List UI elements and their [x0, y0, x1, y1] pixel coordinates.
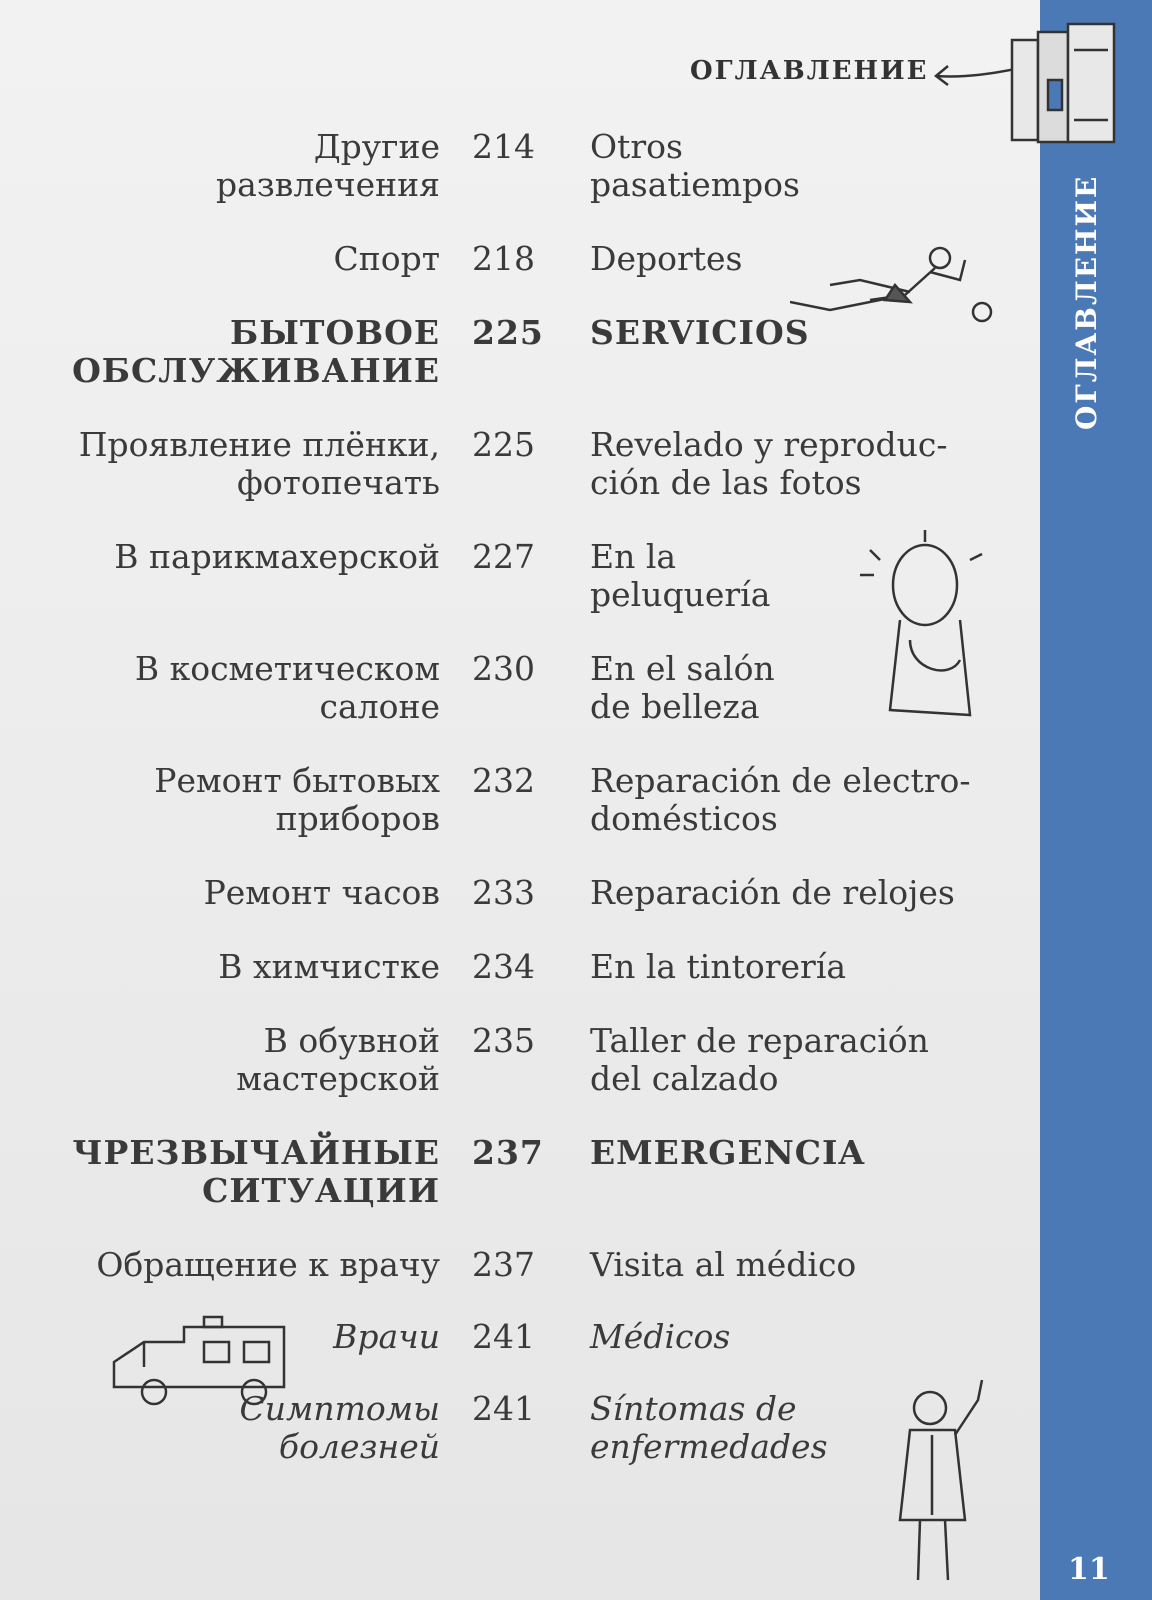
toc-entry-spanish-title: Síntomas de enfermedades	[590, 1389, 828, 1466]
toc-entry-page-number: 218	[472, 239, 535, 278]
toc-entry-page-number: 237	[472, 1245, 535, 1284]
toc-entry-spanish-title: SERVICIOS	[590, 313, 810, 352]
toc-entry-page-number: 230	[472, 649, 535, 688]
toc-entry-page-number: 225	[472, 425, 535, 464]
side-tab-label: ОГЛАВЛЕНИЕ	[1070, 174, 1103, 430]
toc-entry-page-number: 214	[472, 127, 535, 166]
toc-entry-russian-title: В косметическом салоне	[134, 649, 440, 726]
toc-entry-page-number: 237	[472, 1133, 544, 1172]
toc-entry-russian-title: БЫТОВОЕ ОБСЛУЖИВАНИЕ	[72, 313, 440, 390]
toc-entry-spanish-title: Taller de reparación del calzado	[590, 1021, 929, 1098]
toc-entry-spanish-title: En el salón de belleza	[590, 649, 775, 726]
toc-entry-spanish-title: Revelado y reproduc- ción de las fotos	[590, 425, 948, 502]
toc-entry-page-number: 232	[472, 761, 535, 800]
page-title: ОГЛАВЛЕНИЕ	[690, 56, 929, 86]
toc-entry-spanish-title: EMERGENCIA	[590, 1133, 866, 1172]
toc-entry-page-number: 234	[472, 947, 535, 986]
toc-entry-russian-title: ЧРЕЗВЫЧАЙНЫЕ СИТУАЦИИ	[72, 1133, 440, 1210]
books-icon	[1008, 10, 1128, 150]
toc-entry-page-number: 235	[472, 1021, 535, 1060]
toc-entry-russian-title: Проявление плёнки, фотопечать	[78, 425, 440, 502]
toc-entry-page-number: 241	[472, 1317, 535, 1356]
toc-entry-russian-title: Ремонт бытовых приборов	[154, 761, 440, 838]
toc-entry-russian-title: Спорт	[333, 239, 440, 278]
toc-entry-spanish-title: Visita al médico	[590, 1245, 857, 1284]
toc-entry-russian-title: В обувной мастерской	[236, 1021, 440, 1098]
toc-entry-page-number: 241	[472, 1389, 535, 1428]
toc-entry-spanish-title: En la tintorería	[590, 947, 847, 986]
toc-entry-page-number: 227	[472, 537, 535, 576]
toc-entry-spanish-title: Otros pasatiempos	[590, 127, 800, 204]
toc-entry-russian-title: Обращение к врачу	[96, 1245, 440, 1284]
toc-entry-russian-title: Врачи	[333, 1317, 440, 1356]
toc-entry-russian-title: Симптомы болезней	[239, 1389, 440, 1466]
toc-entry-russian-title: В химчистке	[218, 947, 440, 986]
toc-entry-spanish-title: En la peluquería	[590, 537, 771, 614]
page-number: 11	[1068, 1552, 1110, 1587]
toc-entry-spanish-title: Reparación de relojes	[590, 873, 955, 912]
toc-entry-spanish-title: Reparación de electro- domésticos	[590, 761, 971, 838]
toc-entry-russian-title: Другие развлечения	[215, 127, 440, 204]
toc-entry-spanish-title: Deportes	[590, 239, 743, 278]
toc-entry-page-number: 225	[472, 313, 544, 352]
toc-entry-page-number: 233	[472, 873, 535, 912]
toc-entry-russian-title: Ремонт часов	[203, 873, 440, 912]
toc-entry-spanish-title: Médicos	[590, 1317, 731, 1356]
toc-entry-russian-title: В парикмахерской	[114, 537, 440, 576]
